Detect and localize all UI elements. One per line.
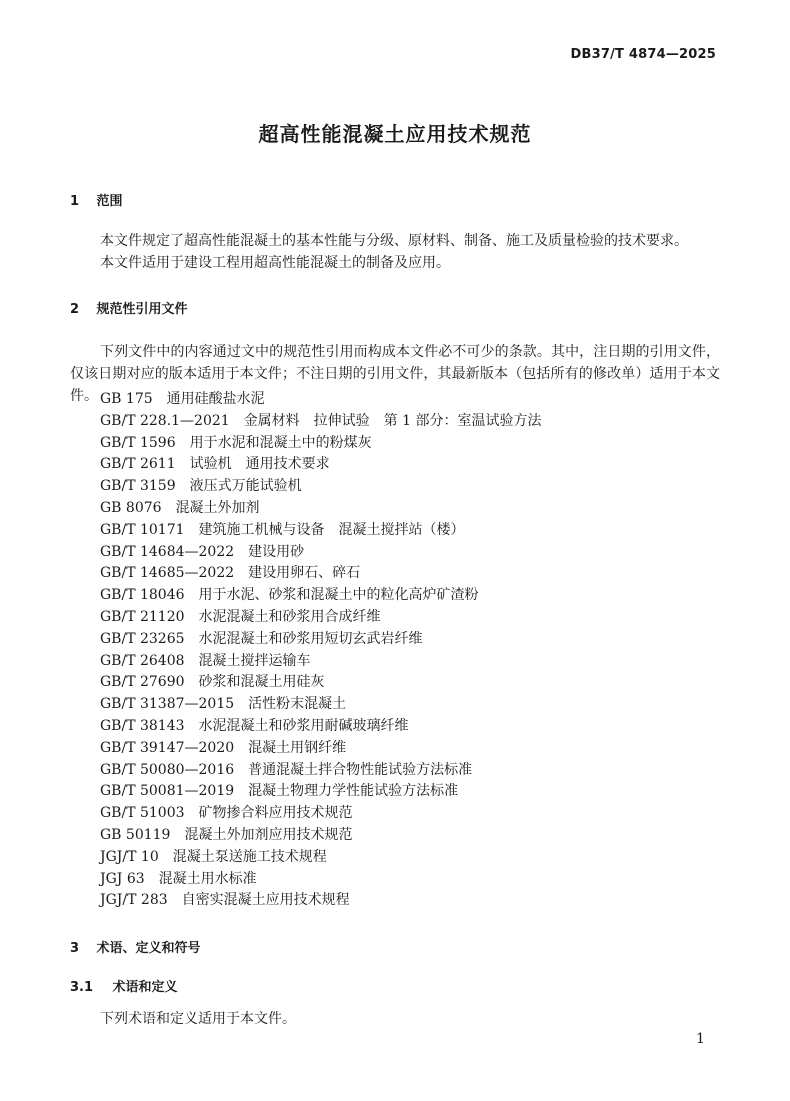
reference-item [100,672,542,694]
reference-title: 用于水泥、砂浆和混凝土中的粒化高炉矿渣粉 [198,587,479,604]
reference-item [100,694,542,716]
reference-item [100,890,542,912]
reference-code: GB/T 31387—2015 [100,696,235,713]
reference-code: JGJ/T 283 [100,892,168,909]
subsection-3-1-heading [70,976,178,995]
reference-code: GB/T 14685—2022 [100,565,235,582]
reference-item [100,585,542,607]
section-1-paragraph: 本文件规定了超高性能混凝土的基本性能与分级、原材料、制备、施工及质量检验的技术要求。 [100,233,688,249]
reference-title: 混凝土用水标准 [158,870,257,887]
reference-item [100,454,542,476]
reference-item [100,716,542,738]
reference-list [100,389,542,912]
reference-title: 混凝土泵送施工技术规程 [172,848,327,865]
reference-code: GB/T 2611 [100,456,176,473]
section-1-title: 范围 [96,194,123,209]
reference-code: GB/T 228.1—2021 [100,412,230,429]
reference-title: 混凝土搅拌运输车 [198,652,311,669]
reference-code: GB/T 10171 [100,521,185,538]
reference-item [100,781,542,803]
reference-code: GB/T 23265 [100,630,185,647]
reference-item [100,869,542,891]
section-2-number: 2 [70,302,80,317]
reference-code: GB/T 27690 [100,674,185,691]
reference-item [100,520,542,542]
reference-code: GB/T 21120 [100,608,185,625]
reference-item [100,803,542,825]
reference-title: 建设用砂 [248,543,305,560]
page-number: 1 [696,1031,705,1047]
reference-code: JGJ/T 10 [100,848,159,865]
reference-title: 自密实混凝土应用技术规程 [181,892,350,909]
reference-title: 活性粉末混凝土 [248,696,347,713]
reference-code: GB/T 51003 [100,805,185,822]
reference-code: GB/T 38143 [100,717,185,734]
reference-title: 建筑施工机械与设备 混凝土搅拌站（楼） [198,521,465,538]
subsection-3-1-number: 3.1 [70,980,94,995]
reference-title: 水泥混凝土和砂浆用合成纤维 [198,608,381,625]
section-1-paragraph: 本文件适用于建设工程用超高性能混凝土的制备及应用。 [100,255,450,271]
reference-title: 混凝土外加剂应用技术规范 [184,826,353,843]
reference-item [100,411,542,433]
reference-item [100,825,542,847]
section-1-heading [70,190,123,209]
reference-title: 通用硅酸盐水泥 [166,391,265,407]
reference-item [100,629,542,651]
reference-title: 混凝土用钢纤维 [248,739,347,756]
reference-code: GB/T 50080—2016 [100,761,235,778]
reference-title: 混凝土物理力学性能试验方法标准 [248,783,459,800]
reference-item [100,738,542,760]
reference-title: 金属材料 拉伸试验 第 1 部分：室温试验方法 [243,412,542,429]
subsection-3-1-intro: 下列术语和定义适用于本文件。 [100,1011,296,1027]
reference-item [100,389,542,411]
reference-code: GB/T 18046 [100,587,185,604]
section-3-number: 3 [70,941,80,956]
reference-title: 混凝土外加剂 [175,499,260,516]
reference-code: GB/T 39147—2020 [100,739,235,756]
document-title: 超高性能混凝土应用技术规范 [258,122,532,146]
section-2-heading [70,298,188,317]
reference-title: 矿物掺合料应用技术规范 [198,805,353,822]
subsection-3-1-title: 术语和定义 [112,980,178,995]
reference-title: 用于水泥和混凝土中的粉煤灰 [189,434,372,451]
section-3-heading [70,937,201,956]
reference-item [100,563,542,585]
reference-item [100,847,542,869]
reference-item [100,760,542,782]
reference-code: GB/T 1596 [100,434,176,451]
reference-title: 水泥混凝土和砂浆用短切玄武岩纤维 [198,630,423,647]
reference-title: 水泥混凝土和砂浆用耐碱玻璃纤维 [198,717,409,734]
reference-code: GB/T 14684—2022 [100,543,235,560]
reference-title: 试验机 通用技术要求 [189,456,330,473]
reference-item [100,651,542,673]
document-code: DB37/T 4874—2025 [570,47,716,62]
reference-code: GB/T 3159 [100,478,176,495]
reference-item [100,542,542,564]
section-2-intro: 下列文件中的内容通过文中的规范性引用而构成本文件必不可少的条款。其中，注日期的引用文件，仅该日期对应的版本适用于本文件；不注日期的引用文件，其最新版本（包括所有的修改单）适用于本文件。 [70,344,720,404]
reference-code: GB 175 [100,391,153,407]
reference-item [100,433,542,455]
reference-item [100,607,542,629]
section-1-number: 1 [70,194,80,209]
reference-item [100,498,542,520]
reference-code: GB 50119 [100,826,171,843]
section-2-title: 规范性引用文件 [96,302,188,317]
reference-title: 砂浆和混凝土用硅灰 [198,674,325,691]
reference-code: GB/T 50081—2019 [100,783,235,800]
reference-title: 普通混凝土拌合物性能试验方法标准 [248,761,473,778]
reference-code: GB 8076 [100,499,162,516]
section-3-title: 术语、定义和符号 [96,941,201,956]
reference-title: 液压式万能试验机 [189,478,302,495]
reference-code: JGJ 63 [100,870,145,887]
reference-item [100,476,542,498]
reference-code: GB/T 26408 [100,652,185,669]
reference-title: 建设用卵石、碎石 [248,565,361,582]
